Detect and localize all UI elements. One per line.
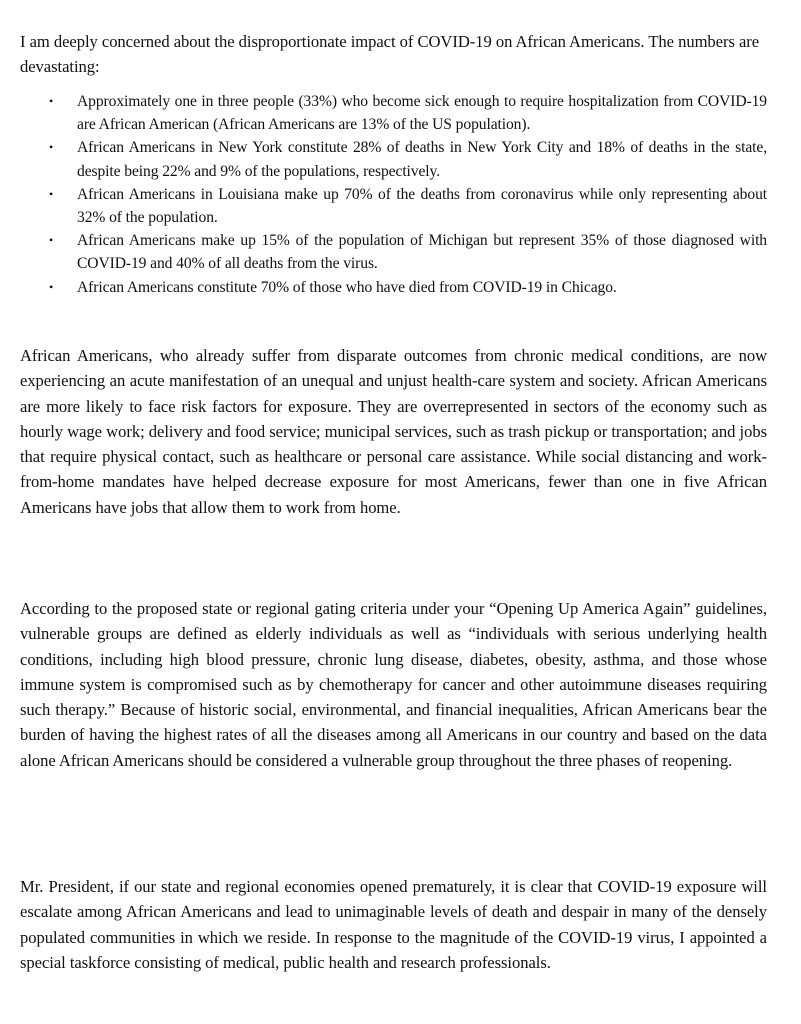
- bullet-dot-icon: •: [49, 186, 54, 201]
- statistics-bullet-list: [20, 90, 767, 299]
- bullet-item-new-york: [20, 136, 767, 182]
- vulnerable-groups-paragraph: According to the proposed state or regional gating criteria under your “Opening Up America Again” guidelines, vulnerable groups are defined as elderly individuals as well as “individuals with serious underlying health conditions, including high blood pressure, chronic lung disease, diabetes, obesity, asthma, and those whose immune system is compromised such as by chemotherapy for cancer and other autoimmune diseases requiring such therapy.” Because of historic social, environmental, and financial inequalities, African Americans bear the burden of having the highest rates of all the diseases among all Americans in our country and based on the data alone African Americans should be considered a vulnerable group throughout the three phases of reopening.: [20, 599, 767, 770]
- risk-factors-paragraph: African Americans, who already suffer from disparate outcomes from chronic medical conditions, are now experiencing an acute manifestation of an unequal and unjust health-care system and society. African Americans are more likely to face risk factors for exposure. They are overrepresented in sectors of the economy such as hourly wage work; delivery and food service; municipal services, such as trash pickup or transportation; and jobs that require physical contact, such as healthcare or personal care assistance. While social distancing and work-from-home mandates have helped decrease exposure for most Americans, fewer than one in five African Americans have jobs that allow them to work from home.: [20, 346, 767, 517]
- bullet-dot-icon: •: [49, 94, 54, 108]
- bullet-dot-icon: •: [49, 279, 54, 294]
- bullet-dot-icon: •: [49, 233, 54, 248]
- bullet-text: African Americans in Louisiana make up 70% of the deaths from coronavirus while only representing about 32% of the population.: [77, 185, 767, 227]
- bullet-text: African Americans constitute 70% of those who have died from COVID-19 in Chicago.: [77, 278, 617, 296]
- bullet-text: Approximately one in three people (33%) who become sick enough to require hospitalization from COVID-19 are African American (African Americans are 13% of the US population).: [77, 93, 767, 134]
- bullet-dot-icon: •: [49, 140, 54, 155]
- bullet-item-louisiana: [20, 183, 767, 229]
- bullet-item-michigan: [20, 229, 767, 275]
- bullet-item-chicago: [20, 276, 767, 299]
- bullet-text: African Americans in New York constitute 28% of deaths in New York City and 18% of deaths in the state, despite being 22% and 9% of the populations, respectively.: [77, 139, 767, 180]
- bullet-item-hospitalization: [20, 90, 767, 136]
- taskforce-paragraph: Mr. President, if our state and regional economies opened prematurely, it is clear that COVID-19 exposure will escalate among African Americans and lead to unimaginable levels of death and despair in many of the densely populated communities in which we reside. In response to the magnitude of the COVID-19 virus, I appointed a special taskforce consisting of medical, public health and research professionals.: [20, 877, 767, 972]
- intro-paragraph: I am deeply concerned about the disproportionate impact of COVID-19 on African Americans. The numbers are devastating:: [20, 32, 760, 77]
- bullet-text: African Americans make up 15% of the population of Michigan but represent 35% of those diagnosed with COVID-19 and 40% of all deaths from the virus.: [77, 232, 767, 273]
